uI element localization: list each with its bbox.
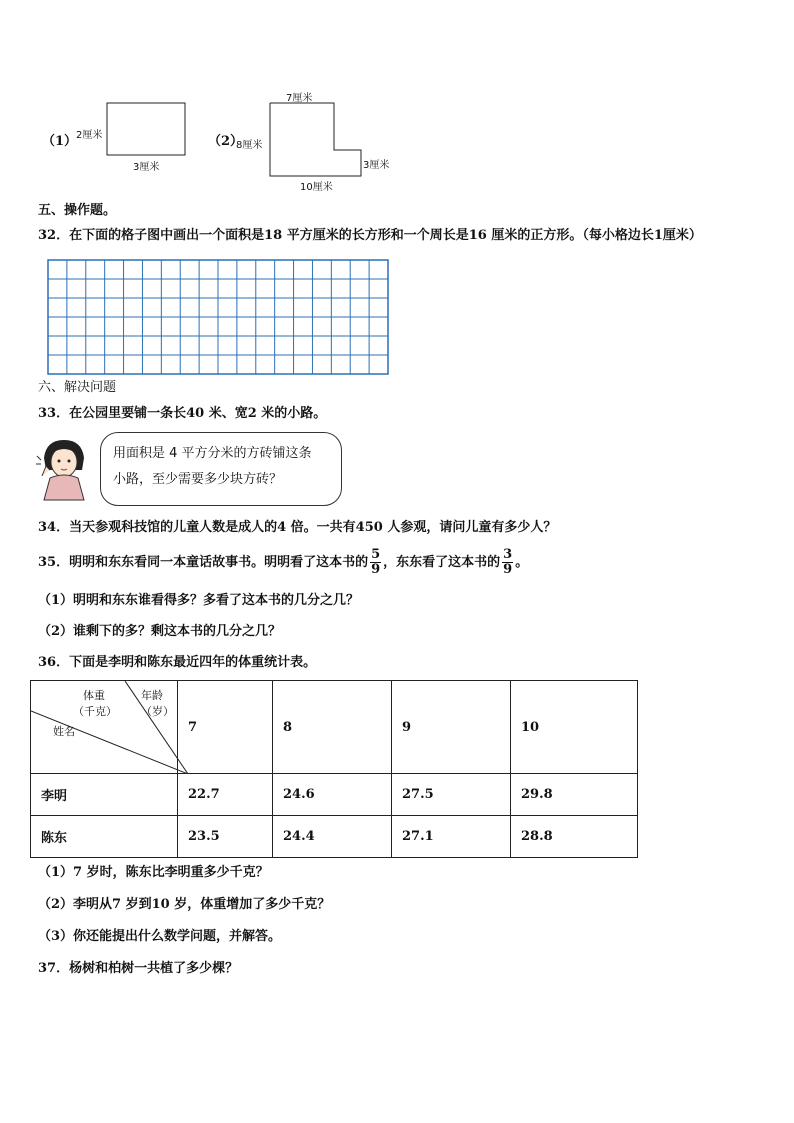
q35-prefix: 35．明明和东东看同一本童话故事书。明明看了这本书的 [38,555,369,570]
table-row [31,774,638,816]
bubble-line-2: 小路，至少需要多少块方砖？ [113,472,283,487]
question-33: 33．在公园里要铺一条长40 米、宽2 米的小路。 [38,406,327,421]
table-header-row [31,681,638,774]
section6-title: 六、解决问题 [38,380,117,395]
figure2-left-label: 8厘米 [236,140,263,151]
header-weight: 体重 [83,689,105,702]
fraction-three-ninths: $\frac{3}{9}$ [503,547,513,577]
header-age-unit: （岁） [141,705,174,718]
age-9: 9 [392,681,511,774]
q35-sub1: （1）明明和东东谁看得多？多看了这本书的几分之几？ [38,593,360,608]
figure2-label: （2） [208,134,244,149]
q35-suffix: 。 [515,555,529,570]
row-name-chendong: 陈东 [31,816,178,858]
table-cell: 27.1 [392,816,511,858]
figure1-width-label: 3厘米 [133,162,160,173]
question-32: 32．在下面的格子图中画出一个面积是18 平方厘米的长方形和一个周长是16 厘米的正方形。（每小格边长1厘米） [38,228,702,243]
figure1-label: （1） [42,134,78,149]
question-34: 34．当天参观科技馆的儿童人数是成人的4 倍。一共有450 人参观，请问儿童有多少人？ [38,520,557,535]
table-cell: 29.8 [511,774,638,816]
age-8: 8 [273,681,392,774]
figure2-bottom-label: 10厘米 [300,182,333,193]
table-cell: 22.7 [178,774,273,816]
table-cell: 28.8 [511,816,638,858]
table-row [31,816,638,858]
question-37: 37．杨树和柏树一共植了多少棵？ [38,961,239,976]
girl-illustration [34,436,94,502]
table-cell: 24.6 [273,774,392,816]
header-weight-unit: （千克） [73,705,117,718]
figure2-top-label: 7厘米 [286,93,313,104]
figure1-height-label: 2厘米 [76,130,103,141]
q36-sub2: （2）李明从7 岁到10 岁，体重增加了多少千克？ [38,897,331,912]
section5-title: 五、操作题。 [38,203,117,218]
age-10: 10 [511,681,638,774]
q36-sub3: （3）你还能提出什么数学问题，并解答。 [38,929,282,944]
figure2-step-label: 3厘米 [363,160,390,171]
question-36: 36．下面是李明和陈东最近四年的体重统计表。 [38,655,317,670]
age-7: 7 [178,681,273,774]
q36-sub1: （1）7 岁时，陈东比李明重多少千克？ [38,865,269,880]
header-name: 姓名 [53,725,75,738]
q35-sub2: （2）谁剩下的多？剩这本书的几分之几？ [38,624,282,639]
table-cell: 23.5 [178,816,273,858]
question-35 [38,548,528,578]
header-age: 年龄 [141,689,163,702]
row-name-liming: 李明 [31,774,178,816]
figure2-l-shape [260,95,400,185]
table-cell: 24.4 [273,816,392,858]
bubble-line-1: 用面积是 4 平方分米的方砖铺这条 [113,446,312,461]
drawing-grid[interactable] [46,258,392,378]
table-header-corner [31,681,178,774]
speech-bubble [100,432,342,506]
q35-middle: ，东东看了这本书的 [383,555,501,570]
fraction-five-ninths: $\frac{5}{9}$ [371,547,381,577]
weight-table [30,680,638,858]
table-cell: 27.5 [392,774,511,816]
